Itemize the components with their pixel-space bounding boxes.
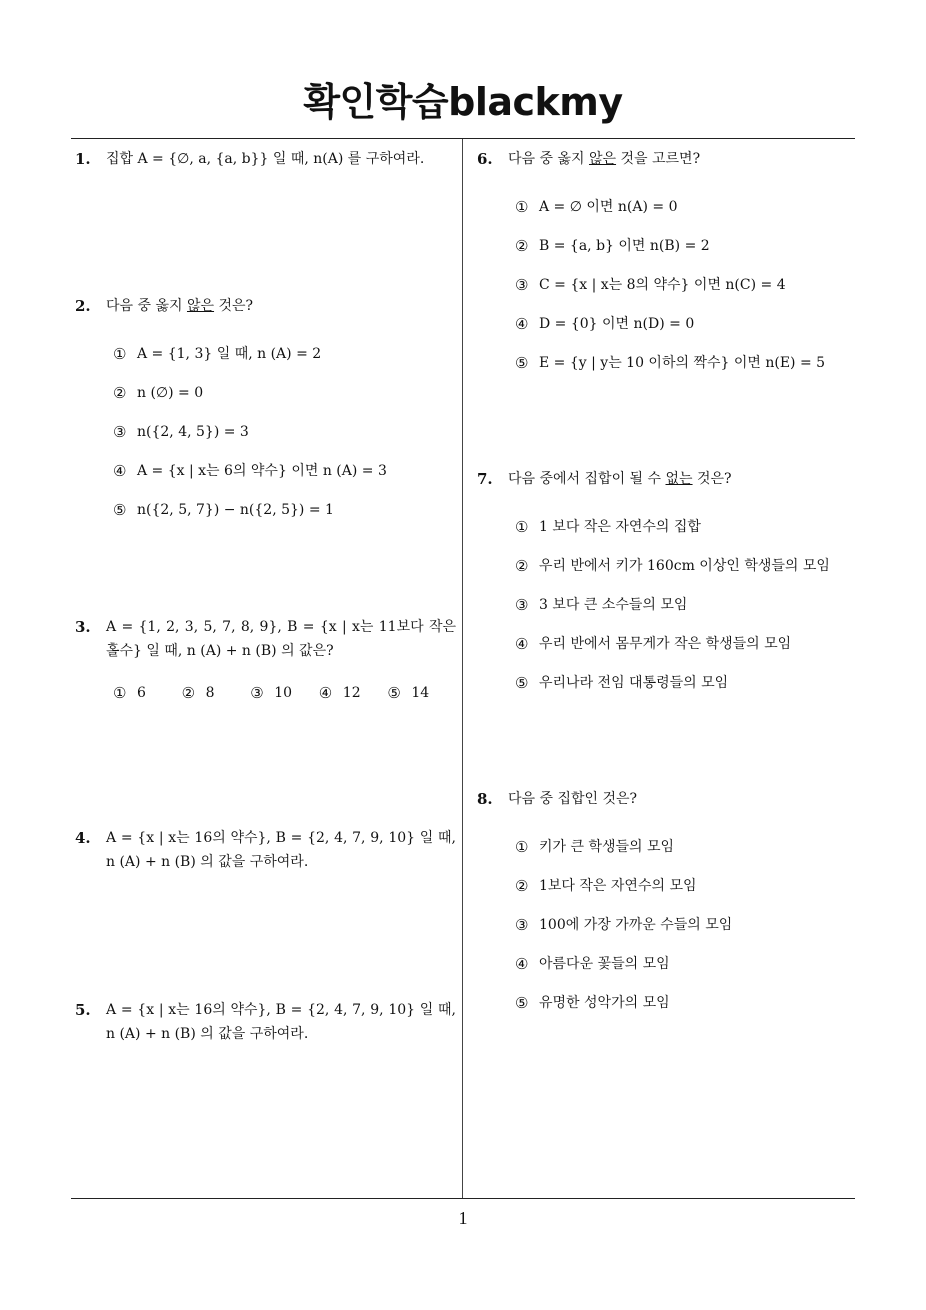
- choice-mark: ①: [515, 518, 529, 536]
- underlined-word: 않은: [588, 151, 617, 167]
- question-text: 집합 A = {∅, a, {a, b}} 일 때, n(A) 를 구하여라.: [106, 151, 425, 167]
- choice-text: 우리 반에서 키가 160cm 이상인 학생들의 모임: [539, 558, 830, 574]
- choice-text: E = {y | y는 10 이하의 짝수} 이면 n(E) = 5: [539, 355, 826, 371]
- choice-5[interactable]: [113, 500, 456, 520]
- choice-1[interactable]: [113, 344, 456, 364]
- question-7: [477, 467, 855, 712]
- question-text: A = {x | x는 16의 약수}, B = {2, 4, 7, 9, 10} 일 때, n (A) + n (B) 의 값을 구하여라.: [106, 830, 456, 870]
- question-3: [75, 615, 456, 722]
- choice-mark: ②: [515, 877, 529, 895]
- choice-text: n({2, 5, 7}) − n({2, 5}) = 1: [137, 502, 334, 518]
- choice-3[interactable]: [515, 275, 855, 295]
- choice-5[interactable]: [515, 673, 855, 693]
- question-number: 2.: [75, 297, 91, 315]
- footer-rule: [71, 1198, 855, 1199]
- question-number: 3.: [75, 618, 91, 636]
- choice-2[interactable]: [515, 556, 855, 576]
- choice-list: [477, 197, 855, 373]
- choice-list: [477, 517, 855, 693]
- question-text: 다음 중 옳지 않은 것은?: [106, 298, 254, 314]
- choice-mark: ④: [318, 684, 333, 702]
- choice-text: 키가 큰 학생들의 모임: [539, 839, 675, 855]
- column-divider: [462, 139, 463, 1199]
- choice-2[interactable]: [515, 876, 855, 896]
- choice-text: C = {x | x는 8의 약수} 이면 n(C) = 4: [539, 277, 786, 293]
- question-number: 8.: [477, 790, 493, 808]
- choice-1[interactable]: [515, 517, 855, 537]
- choice-mark: ⑤: [113, 501, 127, 519]
- choice-mark: ②: [113, 384, 127, 402]
- choice-mark: ③: [250, 684, 264, 702]
- question-text: A = {1, 2, 3, 5, 7, 8, 9}, B = {x | x는 11보다 작은 홀수} 일 때, n (A) + n (B) 의 값은?: [106, 619, 456, 659]
- choice-list: [75, 683, 456, 722]
- question-6: [477, 147, 855, 392]
- choice-mark: ⑤: [515, 674, 529, 692]
- question-number: 5.: [75, 1001, 91, 1019]
- choice-text: D = {0} 이면 n(D) = 0: [539, 316, 695, 332]
- choice-1[interactable]: [515, 837, 855, 857]
- header-rule: [71, 138, 855, 139]
- question-number: 6.: [477, 150, 493, 168]
- choice-text: 12: [342, 685, 361, 701]
- choice-2[interactable]: [515, 236, 855, 256]
- question-2: [75, 294, 456, 539]
- question-number: 1.: [75, 150, 91, 168]
- underlined-word: 않은: [186, 298, 215, 314]
- page-number: 1: [458, 1208, 468, 1228]
- choice-text: 1 보다 작은 자연수의 집합: [539, 519, 701, 535]
- choice-4[interactable]: [515, 314, 855, 334]
- choice-mark: ①: [515, 838, 529, 856]
- choice-mark: ①: [515, 198, 529, 216]
- choice-mark: ③: [113, 423, 127, 441]
- choice-list: [75, 344, 456, 520]
- choice-mark: ⑤: [515, 354, 529, 372]
- choice-mark: ④: [515, 635, 529, 653]
- choice-text: A = ∅ 이면 n(A) = 0: [539, 199, 678, 215]
- choice-text: 14: [411, 685, 430, 701]
- choice-mark: ⑤: [387, 684, 401, 702]
- question-text: 다음 중 옳지 않은 것을 고르면?: [508, 151, 701, 167]
- choice-4[interactable]: [515, 954, 855, 974]
- choice-text: 100에 가장 가까운 수들의 모임: [539, 917, 733, 933]
- choice-4[interactable]: [113, 461, 456, 481]
- choice-mark: ②: [515, 557, 529, 575]
- choice-text: n({2, 4, 5}) = 3: [137, 424, 249, 440]
- choice-5[interactable]: [515, 353, 855, 373]
- underlined-word: 없는: [665, 471, 693, 487]
- question-number: 7.: [477, 470, 493, 488]
- choice-mark: ④: [515, 955, 529, 973]
- choice-mark: ③: [515, 596, 529, 614]
- choice-1[interactable]: [113, 683, 182, 703]
- choice-3[interactable]: [113, 422, 456, 442]
- choice-text: 유명한 성악가의 모임: [539, 995, 670, 1011]
- choice-mark: ③: [515, 276, 529, 294]
- choice-text: 우리 반에서 몸무게가 작은 학생들의 모임: [539, 636, 792, 652]
- choice-text: 1보다 작은 자연수의 모임: [539, 878, 697, 894]
- choice-mark: ②: [181, 684, 196, 702]
- choice-mark: ④: [113, 462, 127, 480]
- choice-3[interactable]: [515, 595, 855, 615]
- question-text: A = {x | x는 16의 약수}, B = {2, 4, 7, 9, 10} 일 때, n (A) + n (B) 의 값을 구하여라.: [106, 1002, 456, 1042]
- page-title: 확인학습blackmy: [303, 80, 623, 124]
- choice-mark: ②: [515, 237, 529, 255]
- choice-2[interactable]: [182, 683, 251, 703]
- choice-4[interactable]: [515, 634, 855, 654]
- choice-2[interactable]: [113, 383, 456, 403]
- choice-list: [477, 837, 855, 1013]
- choice-5[interactable]: [515, 993, 855, 1013]
- question-1: [75, 147, 456, 171]
- question-4: [75, 826, 456, 874]
- choice-text: 10: [274, 685, 293, 701]
- question-text: 다음 중 집합인 것은?: [508, 791, 638, 807]
- choice-mark: ①: [113, 345, 127, 363]
- choice-3[interactable]: [515, 915, 855, 935]
- choice-1[interactable]: [515, 197, 855, 217]
- choice-text: 우리나라 전임 대통령들의 모임: [539, 675, 729, 691]
- choice-text: 아름다운 꽃들의 모임: [539, 956, 670, 972]
- choice-mark: ①: [113, 684, 127, 702]
- choice-text: A = {1, 3} 일 때, n (A) = 2: [137, 346, 322, 362]
- question-5: [75, 998, 456, 1046]
- question-8: [477, 787, 855, 1032]
- choice-text: 6: [137, 685, 146, 701]
- choice-text: n (∅) = 0: [137, 385, 204, 401]
- choice-text: 3 보다 큰 소수들의 모임: [539, 597, 688, 613]
- choice-text: 8: [205, 685, 215, 701]
- choice-5[interactable]: [387, 683, 456, 703]
- question-number: 4.: [75, 829, 91, 847]
- choice-3[interactable]: [250, 683, 319, 703]
- choice-mark: ③: [515, 916, 529, 934]
- choice-mark: ⑤: [515, 994, 529, 1012]
- choice-text: A = {x | x는 6의 약수} 이면 n (A) = 3: [137, 463, 387, 479]
- choice-4[interactable]: [319, 683, 388, 703]
- choice-text: B = {a, b} 이면 n(B) = 2: [539, 238, 710, 254]
- choice-mark: ④: [515, 315, 529, 333]
- question-text: 다음 중에서 집합이 될 수 없는 것은?: [508, 471, 732, 487]
